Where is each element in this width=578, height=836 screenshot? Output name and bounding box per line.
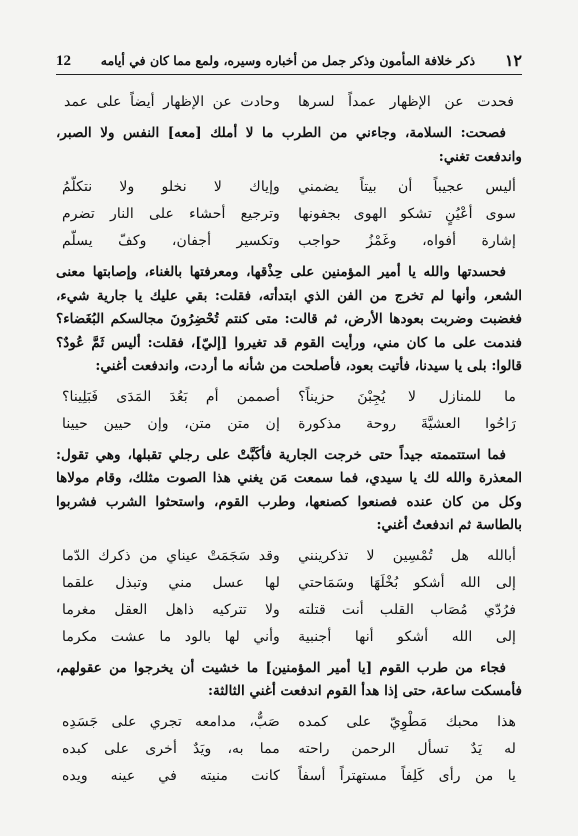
second-hemistich: إن متن متن، وإن حيين حيينا bbox=[62, 415, 280, 432]
first-hemistich: إشارة أفواه، وغَمْزُ حواجب bbox=[298, 233, 516, 249]
page-number-latin: 12 bbox=[56, 53, 71, 69]
first-hemistich: يا من رأى كَلِفاً مستهتراً أسفاً bbox=[298, 767, 516, 784]
first-hemistich: فحدت عن الإظهار عمداً لسرها bbox=[298, 94, 514, 110]
poem-verse bbox=[56, 763, 522, 790]
poem-verse bbox=[56, 174, 522, 201]
poem-verse bbox=[56, 228, 522, 255]
first-hemistich: فرُدّي مُصَاب القلب أنت قتلته bbox=[298, 601, 516, 618]
second-hemistich: أصممن أم بَعُدَ المَدَى فَبَلِينا؟ bbox=[62, 388, 280, 405]
poem-block bbox=[56, 174, 522, 255]
poem-verse bbox=[56, 624, 522, 651]
page-body bbox=[56, 84, 522, 796]
page-number-arabic: ١٢ bbox=[504, 51, 522, 70]
prose-paragraph: فصحت: السلامة، وجاءني من الطرب ما لا أملك [معه] النفس ولا الصبر، واندفعت تغني: bbox=[56, 125, 522, 165]
poem-verse bbox=[56, 543, 522, 570]
first-hemistich: أليس عجيباً أن بيتاً يضمني bbox=[298, 179, 516, 195]
first-hemistich: رَاحُوا العشيَّةَ روحة مذكورة bbox=[298, 415, 516, 432]
poem-verse bbox=[56, 709, 522, 736]
running-title: ذكر خلافة المأمون وذكر جمل من أخباره وسيره، ولمع مما كان في أيامه bbox=[100, 53, 476, 68]
second-hemistich: ولا تتركيه ذاهل العقل مغرما bbox=[62, 601, 280, 618]
second-hemistich: وقد سَجَمَتْ عيناي من ذكرك الدّما bbox=[62, 547, 280, 564]
second-hemistich: كانت منيته في عينه ويده bbox=[62, 767, 280, 784]
second-hemistich: لها عسل مني وتبذل علقما bbox=[62, 574, 280, 591]
poem-verse bbox=[56, 384, 522, 411]
poem-verse bbox=[56, 89, 522, 116]
second-hemistich: وإياك لا نخلو ولا نتكلّمُ bbox=[62, 179, 280, 195]
second-hemistich: صَبٌّ، مدامعه تجري على جَسَدِه bbox=[62, 713, 280, 730]
first-hemistich: إلى الله أشكو أنها أجنبية bbox=[298, 628, 516, 645]
poem-block bbox=[56, 709, 522, 790]
poem-verse bbox=[56, 570, 522, 597]
poem-block bbox=[56, 89, 522, 116]
first-hemistich: إلى الله أشكو بُخْلَهَا وسَمَاحتي bbox=[298, 574, 516, 591]
second-hemistich: وتكسير أجفان، وكفّ يسلّم bbox=[62, 233, 280, 249]
first-hemistich: سوى أعْيُنٍ تشكو الهوى بجفونها bbox=[298, 206, 516, 222]
first-hemistich: هذا محبك مَطْوِيّ على كمده bbox=[298, 713, 516, 730]
poem-verse bbox=[56, 411, 522, 438]
second-hemistich: وترجيع أحشاء على النار تضرم bbox=[62, 206, 280, 222]
poem-block bbox=[56, 543, 522, 651]
first-hemistich: ما للمنازل لا يُجِبْنَ حزيناً؟ bbox=[298, 388, 516, 405]
poem-verse bbox=[56, 201, 522, 228]
second-hemistich: وأني لها بالود ما عشت مكرما bbox=[62, 628, 280, 645]
first-hemistich: أبالله هل تُمْسِين لا تذكرينني bbox=[298, 547, 516, 564]
page-header bbox=[56, 38, 522, 75]
prose-paragraph: فجاء من طرب القوم [يا أمير المؤمنين] ما خشيت أن يخرجوا من عقولهم، فأمسكت ساعة، حتى إذا هدأ القوم اندفعت أغني الثالثة: bbox=[56, 659, 522, 699]
second-hemistich: مما به، ويَدٌ أخرى على كبده bbox=[62, 740, 280, 757]
first-hemistich: له يَدٌ تسأل الرحمن راحته bbox=[298, 740, 516, 757]
poem-block bbox=[56, 384, 522, 438]
second-hemistich: وحادت عن الإظهار أيضاً على عمد bbox=[64, 94, 280, 110]
poem-verse bbox=[56, 597, 522, 624]
poem-verse bbox=[56, 736, 522, 763]
prose-paragraph: فما استتممته جيداً حتى خرجت الجارية فأكَبَّتْ على رجلي تقبلها، وهي تقول: المعذرة والله لك يا سيدي، فما سمعت مَن يغني هذا الصوت مثلك، وقام مولاها وكل من كان عنده فصنعوا كصنعها، وطرب القوم، واستحثوا الشرب فشربوا بالطاسة ثم اندفعتُ أغني: bbox=[56, 446, 522, 533]
prose-paragraph: فحسدتها والله يا أمير المؤمنين على حِذْقها، ومعرفتها بالغناء، وإصابتها معنى الشعر، وأنها لم تخرج من الفن الذي ابتدأته، فقلت: بقي عليك يا جارية شيء، فغضبت وضربت بعودها الأرض، ثم قالت: متى كنتم تُحْضِرُونَ مجالسكم البُغَضاء؟ فندمت على ما كان مني، ورأيت القوم قد تغيروا [إليّ]، فقلت: أليس ثَمَّ عُودٌ؟ قالوا: بلى يا سيدنا، فأتيت بعود، فأصلحت من شأنه ما أردت، واندفعت أغني: bbox=[56, 264, 522, 374]
